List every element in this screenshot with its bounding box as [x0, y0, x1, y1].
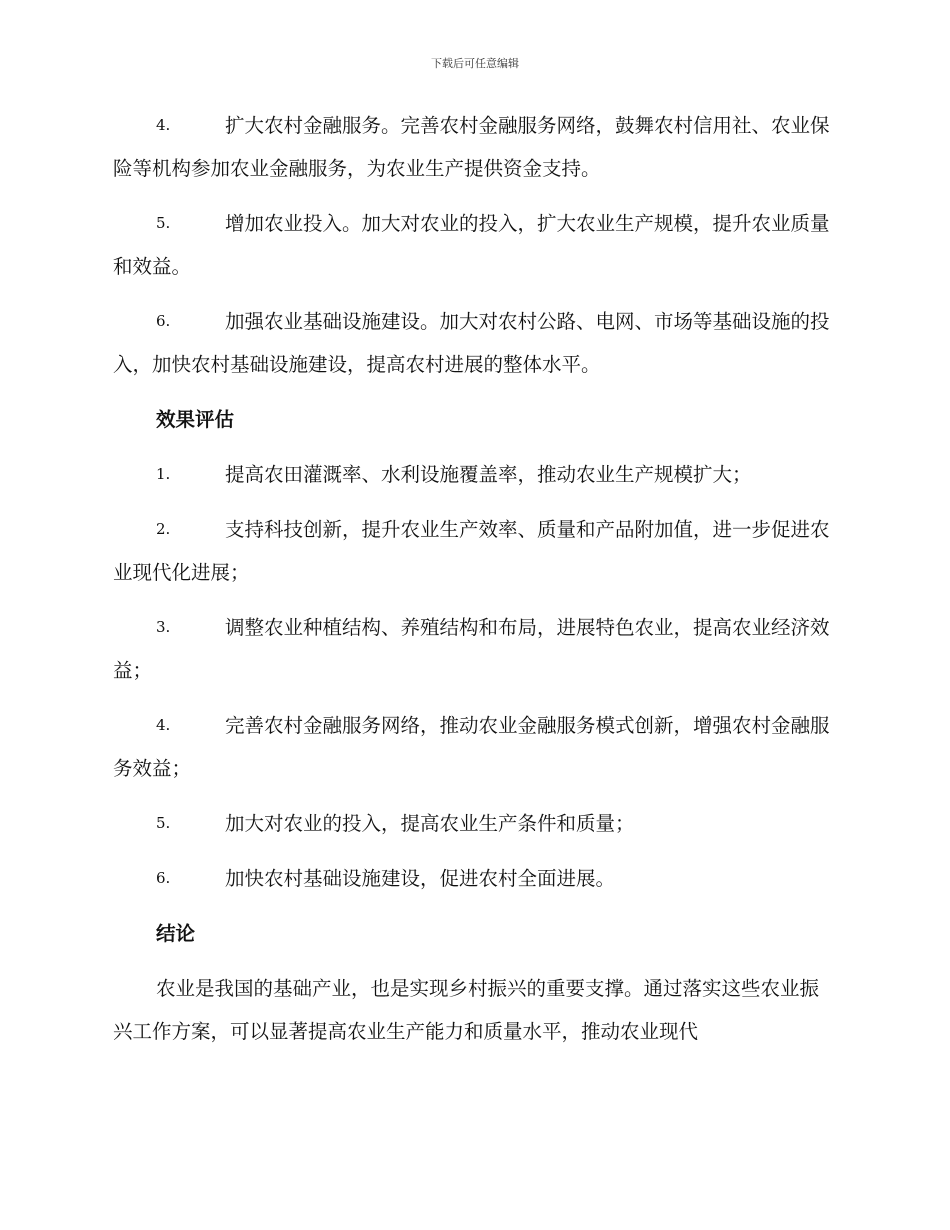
- list-item: [113, 606, 835, 692]
- item-text: 增加农业投入。加大对农业的投入，扩大农业生产规模，提升农业质量和效益。: [113, 212, 830, 278]
- list-item: [113, 508, 835, 594]
- item-number: 2.: [156, 520, 171, 538]
- item-number: 5.: [156, 214, 171, 232]
- item-text: 加强农业基础设施建设。加大对农村公路、电网、市场等基础设施的投入，加快农村基础设施建设，提高农村进展的整体水平。: [113, 310, 830, 376]
- item-text: 加快农村基础设施建设，促进农村全面进展。: [225, 867, 616, 890]
- item-text: 扩大农村金融服务。完善农村金融服务网络，鼓舞农村信用社、农业保险等机构参加农业金融服务，为农业生产提供资金支持。: [113, 114, 830, 180]
- item-number: 4.: [156, 716, 171, 734]
- document-body: [113, 104, 835, 1053]
- item-text: 调整农业种植结构、养殖结构和布局，进展特色农业，提高农业经济效益；: [113, 616, 830, 682]
- conclusion-paragraph: 农业是我国的基础产业，也是实现乡村振兴的重要支撑。通过落实这些农业振兴工作方案，可以显著提高农业生产能力和质量水平，推动农业现代: [113, 977, 820, 1043]
- item-number: 3.: [156, 618, 171, 636]
- item-text: 支持科技创新，提升农业生产效率、质量和产品附加值，进一步促进农业现代化进展；: [113, 518, 830, 584]
- list-item: [113, 453, 835, 496]
- item-text: 提高农田灌溉率、水利设施覆盖率，推动农业生产规模扩大；: [225, 463, 752, 486]
- list-item: [113, 857, 835, 900]
- item-text: 完善农村金融服务网络，推动农业金融服务模式创新，增强农村金融服务效益；: [113, 714, 830, 780]
- item-number: 6.: [156, 869, 171, 887]
- item-number: 1.: [156, 465, 171, 483]
- section-heading-evaluation: 效果评估: [156, 408, 235, 431]
- item-number: 5.: [156, 814, 171, 832]
- list-item: [113, 802, 835, 845]
- section-heading-conclusion: 结论: [156, 922, 196, 945]
- item-number: 6.: [156, 312, 171, 330]
- list-item: [113, 300, 835, 386]
- list-item: [113, 704, 835, 790]
- list-item: [113, 202, 835, 288]
- item-number: 4.: [156, 116, 171, 134]
- item-text: 加大对农业的投入，提高农业生产条件和质量；: [225, 812, 635, 835]
- page-header: 下载后可任意编辑: [431, 57, 519, 70]
- list-item: [113, 104, 835, 190]
